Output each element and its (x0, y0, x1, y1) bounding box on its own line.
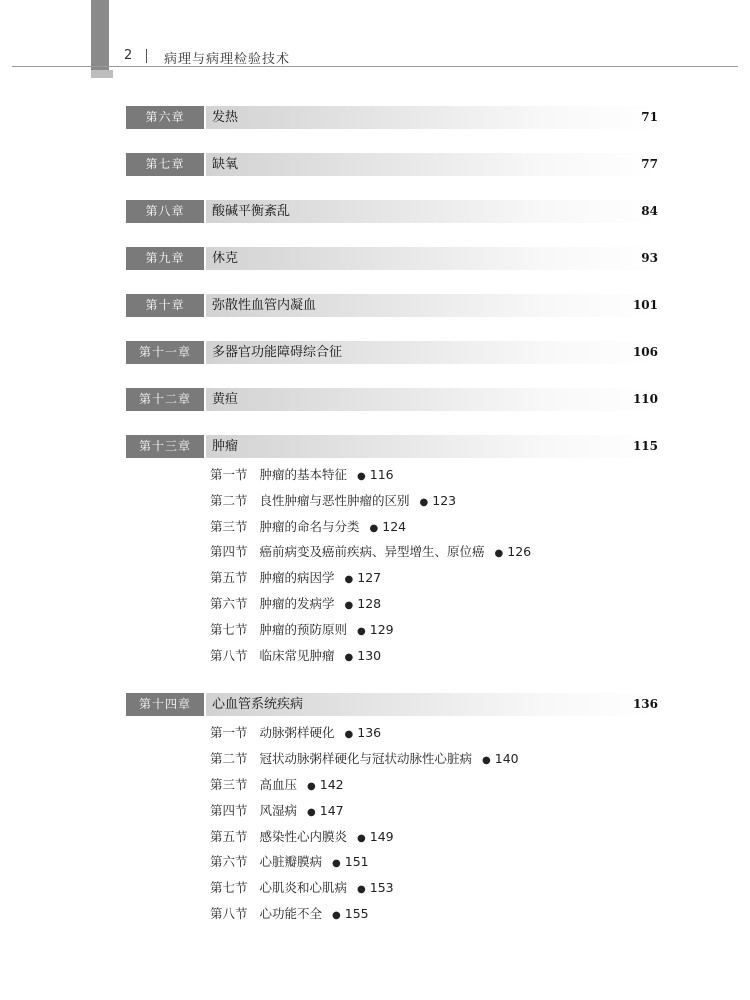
section-label: 第八节 (210, 647, 248, 663)
page-number: 2 (124, 48, 133, 63)
section-label: 第六节 (210, 595, 248, 611)
section-title: 肿瘤的命名与分类 (259, 518, 360, 534)
section-title: 动脉粥样硬化 (259, 725, 335, 741)
section-label: 第一节 (210, 467, 248, 482)
section-title: 心脏瓣膜病 (259, 854, 323, 870)
chapter-page: 106 (632, 345, 658, 359)
bullet-dot: ● (494, 548, 504, 560)
chapter-page: 110 (632, 392, 658, 406)
header-tab-notch (91, 70, 113, 78)
section-title: 冠状动脉粥样硬化与冠状动脉性心脏病 (259, 751, 473, 767)
section-page: 123 (432, 492, 457, 508)
chapter-page: 71 (641, 110, 658, 124)
section-title: 肿瘤的发病学 (259, 595, 335, 611)
section-label: 第七节 (210, 880, 248, 896)
bullet-dot: ● (344, 729, 354, 741)
section-title: 感染性心内膜炎 (259, 828, 348, 844)
section-title: 临床常见肿瘤 (259, 647, 335, 663)
table-of-contents (126, 106, 658, 952)
bullet-dot: ● (307, 780, 316, 792)
header-rule (12, 66, 738, 67)
section-page: 129 (369, 621, 394, 637)
chapter-label: 第九章 (126, 247, 204, 270)
chapter-heading[interactable] (126, 106, 658, 129)
chapter-label: 第十一章 (126, 341, 204, 364)
section-title: 肿瘤的预防原则 (259, 621, 348, 637)
toc-chapter (126, 435, 658, 669)
section-title: 心功能不全 (259, 905, 323, 921)
bullet-dot: ● (357, 471, 366, 482)
chapter-heading[interactable] (126, 341, 658, 364)
bullet-dot: ● (344, 574, 354, 586)
chapter-title: 缺氧 (212, 157, 239, 172)
section-list (210, 721, 658, 927)
toc-chapter (126, 294, 658, 317)
toc-section[interactable] (210, 515, 658, 541)
section-title: 良性肿瘤与恶性肿瘤的区别 (259, 492, 410, 508)
section-page: 124 (382, 518, 407, 534)
chapter-band (206, 435, 658, 458)
chapter-heading[interactable] (126, 153, 658, 176)
section-label: 第二节 (210, 492, 248, 508)
bullet-dot: ● (332, 909, 341, 921)
section-label: 第八节 (210, 905, 248, 921)
chapter-band (206, 106, 658, 129)
toc-chapter (126, 106, 658, 129)
chapter-heading[interactable] (126, 388, 658, 411)
toc-chapter (126, 388, 658, 411)
section-label: 第七节 (210, 621, 248, 637)
section-page: 130 (357, 647, 382, 663)
chapter-label: 第十四章 (126, 693, 204, 716)
section-title: 心肌炎和心肌病 (259, 880, 348, 896)
chapter-label: 第十章 (126, 294, 204, 317)
toc-chapter (126, 153, 658, 176)
chapter-title: 肿瘤 (212, 439, 239, 454)
book-title: 病理与病理检验技术 (164, 52, 291, 67)
chapter-band (206, 388, 658, 411)
chapter-label: 第六章 (126, 106, 204, 129)
section-page: 126 (507, 544, 532, 560)
bullet-dot: ● (419, 496, 429, 508)
chapter-page: 93 (641, 251, 658, 265)
section-page: 136 (357, 725, 382, 741)
section-page: 151 (344, 854, 369, 870)
bullet-dot: ● (307, 806, 316, 818)
chapter-label: 第十二章 (126, 388, 204, 411)
bullet-dot: ● (332, 858, 341, 870)
chapter-title: 发热 (212, 110, 239, 125)
section-label: 第六节 (210, 854, 248, 870)
section-label: 第一节 (210, 725, 248, 741)
bullet-dot: ● (357, 625, 366, 637)
chapter-label: 第八章 (126, 200, 204, 223)
bullet-dot: ● (482, 755, 491, 767)
toc-section[interactable] (210, 592, 658, 618)
chapter-page: 77 (641, 157, 658, 171)
bullet-dot: ● (369, 522, 379, 534)
section-page: 142 (319, 776, 344, 792)
section-label: 第三节 (210, 518, 248, 534)
bullet-dot: ● (344, 651, 354, 663)
toc-section[interactable] (210, 721, 658, 747)
toc-section[interactable] (210, 463, 658, 489)
toc-section[interactable] (210, 902, 658, 928)
header-separator (146, 49, 147, 63)
chapter-page: 84 (641, 204, 658, 218)
bullet-dot: ● (344, 599, 354, 611)
toc-chapter (126, 693, 658, 927)
toc-section[interactable] (210, 850, 658, 876)
chapter-title: 心血管系统疾病 (212, 697, 304, 713)
section-list (210, 463, 658, 669)
section-label: 第四节 (210, 802, 248, 818)
chapter-page: 101 (632, 298, 658, 312)
chapter-heading[interactable] (126, 435, 658, 458)
section-page: 116 (369, 467, 394, 482)
section-page: 153 (369, 880, 394, 896)
chapter-band (206, 153, 658, 176)
section-page: 140 (494, 751, 519, 767)
section-title: 肿瘤的病因学 (259, 570, 335, 586)
section-title: 高血压 (259, 776, 298, 792)
section-page: 128 (357, 595, 382, 611)
toc-chapter (126, 341, 658, 364)
chapter-label: 第七章 (126, 153, 204, 176)
section-title: 肿瘤的基本特征 (259, 467, 348, 482)
section-title: 癌前病变及癌前疾病、异型增生、原位癌 (259, 544, 485, 560)
chapter-heading[interactable] (126, 693, 658, 716)
section-title: 风湿病 (259, 802, 298, 818)
chapter-title: 休克 (212, 251, 239, 266)
chapter-label: 第十三章 (126, 435, 204, 458)
toc-section[interactable] (210, 799, 658, 825)
section-page: 147 (319, 802, 344, 818)
chapter-page: 136 (632, 697, 658, 712)
section-page: 127 (357, 570, 382, 586)
toc-section[interactable] (210, 876, 658, 902)
section-label: 第五节 (210, 828, 248, 844)
toc-section[interactable] (210, 566, 658, 592)
toc-section[interactable] (210, 644, 658, 670)
chapter-heading[interactable] (126, 247, 658, 270)
section-label: 第三节 (210, 776, 248, 792)
chapter-page: 115 (632, 439, 658, 453)
section-page: 149 (369, 828, 394, 844)
chapter-title: 黄疸 (212, 392, 239, 407)
toc-section[interactable] (210, 773, 658, 799)
chapter-title: 多器官功能障碍综合征 (212, 345, 343, 360)
section-label: 第二节 (210, 751, 248, 767)
section-page: 155 (344, 905, 369, 921)
chapter-heading[interactable] (126, 294, 658, 317)
chapter-title: 酸碱平衡紊乱 (212, 204, 291, 219)
toc-section[interactable] (210, 618, 658, 644)
chapter-heading[interactable] (126, 200, 658, 223)
section-label: 第四节 (210, 544, 248, 560)
chapter-band (206, 247, 658, 270)
section-label: 第五节 (210, 570, 248, 586)
toc-chapter (126, 200, 658, 223)
chapter-title: 弥散性血管内凝血 (212, 298, 317, 313)
toc-section[interactable] (210, 489, 658, 515)
bullet-dot: ● (357, 884, 366, 896)
bullet-dot: ● (357, 832, 366, 844)
toc-section[interactable] (210, 540, 658, 566)
toc-chapter (126, 247, 658, 270)
toc-section[interactable] (210, 747, 658, 773)
toc-section[interactable] (210, 825, 658, 851)
